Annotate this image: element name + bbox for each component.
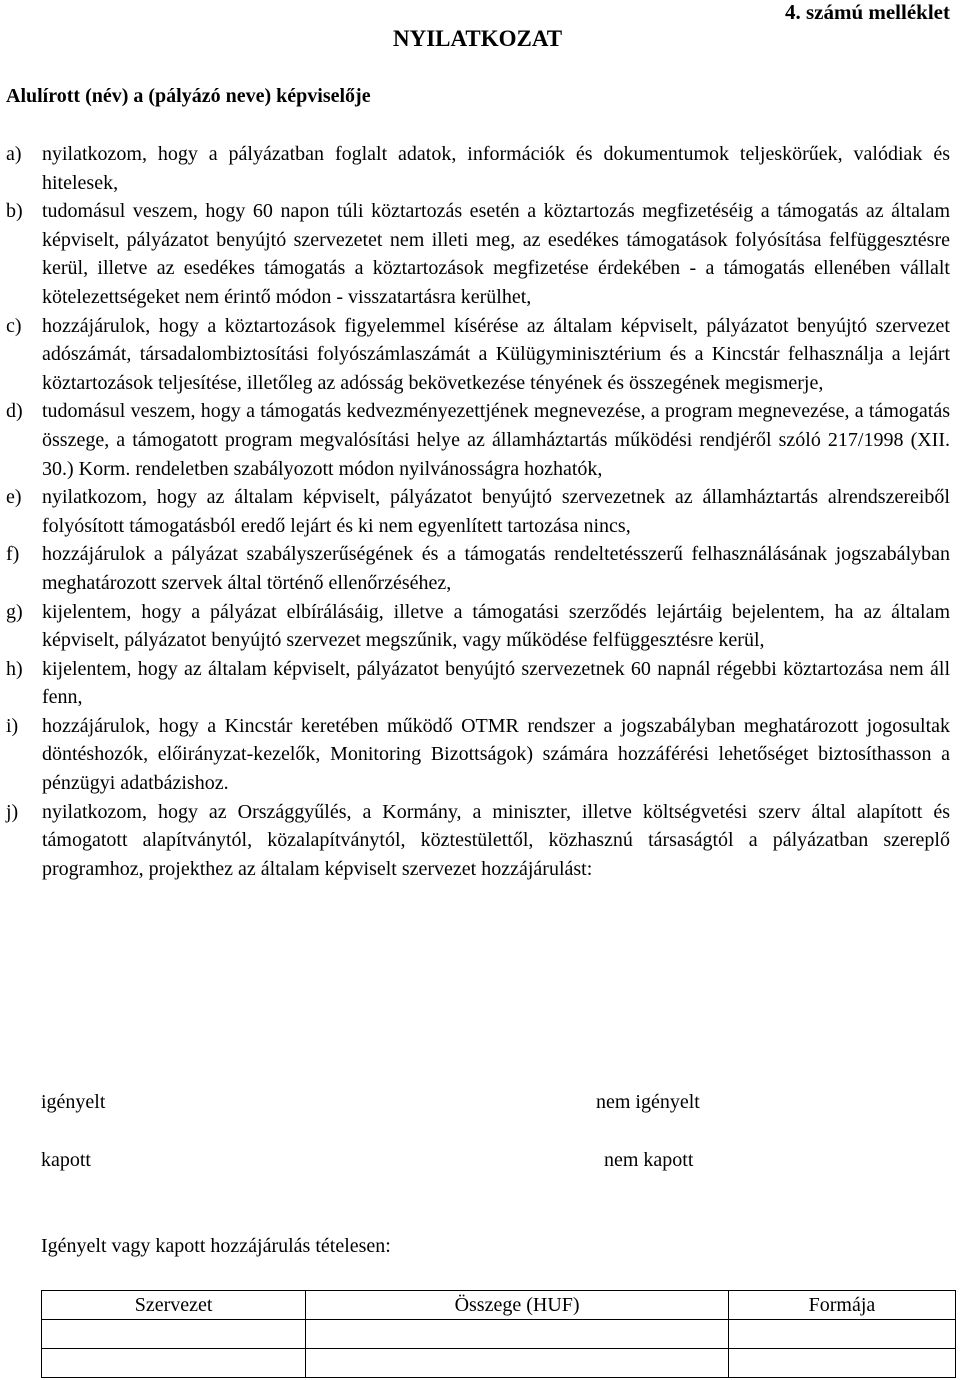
declaration-item-c — [6, 312, 950, 398]
item-text: tudomásul veszem, hogy 60 napon túli köztartozás esetén a köztartozás megfizetéséig a támogatás az általam képviselt, pályázatot benyújtó szervezetet nem illeti meg, az esedékes támogatások folyósítása felfüggesztésre kerül, illetve az esedékes támogatás a köztartozások megfizetése érdekében - a támogatás ellenében vállalt kötelezettségeket nem érintő módon - visszatartásra kerülhet, — [42, 200, 950, 308]
table-cell[interactable] — [42, 1349, 306, 1378]
option-requested[interactable]: igényelt — [41, 1091, 106, 1113]
declaration-list — [6, 140, 950, 883]
declaration-item-j — [6, 798, 950, 884]
option-not-received[interactable]: nem kapott — [604, 1149, 694, 1171]
item-label: j) — [6, 800, 19, 823]
item-text: kijelentem, hogy a pályázat elbírálásáig, illetve a támogatási szerződés lejártáig bejelentem, ha az általam képviselt, pályázatot benyújtó szervezet megszűnik, vagy működése felfüggesztésre kerül, — [42, 600, 950, 652]
declaration-item-i — [6, 712, 950, 798]
item-label: b) — [6, 200, 23, 223]
declaration-item-h — [6, 655, 950, 712]
annex-number: 4. számú melléklet — [784, 0, 950, 24]
declaration-item-d — [6, 397, 950, 483]
table-cell[interactable] — [728, 1320, 955, 1349]
item-label: i) — [6, 714, 19, 737]
item-text: nyilatkozom, hogy az általam képviselt, pályázatot benyújtó szervezetnek az államháztartás alrendszereiből folyósított támogatásból eredő lejárt és ki nem egyenlített tartozása nincs, — [42, 486, 950, 537]
declaration-item-g — [6, 598, 950, 655]
document-title: NYILATKOZAT — [393, 26, 563, 51]
declaration-item-f — [6, 540, 950, 597]
item-label: e) — [6, 486, 22, 509]
item-text: nyilatkozom, hogy a pályázatban foglalt adatok, információk és dokumentumok teljeskörűek, valódiak és hitelesek, — [42, 143, 950, 194]
item-text: tudomásul veszem, hogy a támogatás kedvezményezettjének megnevezése, a program megnevezése, a támogatás összege, a támogatott program megvalósítási helye az államháztartás működési rendjéről szóló 217/1998 (XII. 30.) Korm. rendeletben szabályozott módon nyilvánosságra hozhatók, — [42, 400, 950, 480]
table-cell[interactable] — [728, 1349, 955, 1378]
contribution-detail-label: Igényelt vagy kapott hozzájárulás tételesen: — [41, 1235, 391, 1257]
contribution-table — [41, 1290, 956, 1378]
table-header-row — [42, 1291, 956, 1320]
declaration-item-e — [6, 483, 950, 540]
item-text: nyilatkozom, hogy az Országgyűlés, a Kormány, a miniszter, illetve költségvetési szerv által alapított és támogatott alapítványtól, közalapítványtól, köztestülettől, közhasznú társaságtól a pályázatban szereplő programhoz, projekthez az általam képviselt szervezet hozzájárulást: — [42, 800, 950, 880]
table-cell[interactable] — [42, 1320, 306, 1349]
declaration-item-b — [6, 197, 950, 311]
item-label: a) — [6, 143, 22, 165]
table-row — [42, 1349, 956, 1378]
table-cell[interactable] — [306, 1349, 729, 1378]
table-cell[interactable] — [306, 1320, 729, 1349]
declarant-line: Alulírott (név) a (pályázó neve) képviselője — [6, 85, 371, 107]
item-label: g) — [6, 600, 23, 623]
table-row — [42, 1320, 956, 1349]
item-label: c) — [6, 314, 22, 337]
item-text: hozzájárulok, hogy a Kincstár keretében működő OTMR rendszer a jogszabályban meghatározott jogosultak döntéshozók, előirányzat-kezelők, Monitoring Bizottságok) számára hozzáférési lehetőséget biztosíthasson a pénzügyi adatbázishoz. — [42, 714, 950, 795]
column-header-organization: Szervezet — [42, 1291, 306, 1320]
item-text: kijelentem, hogy az általam képviselt, pályázatot benyújtó szervezetnek 60 napnál régebbi köztartozása nem áll fenn, — [42, 657, 950, 709]
item-label: d) — [6, 400, 23, 423]
option-received[interactable]: kapott — [41, 1149, 91, 1171]
option-not-requested[interactable]: nem igényelt — [596, 1091, 700, 1113]
column-header-amount: Összege (HUF) — [306, 1291, 729, 1320]
declaration-item-a — [6, 140, 950, 197]
item-text: hozzájárulok a pályázat szabályszerűségének és a támogatás rendeltetésszerű felhasználásának jogszabályban meghatározott szervek által történő ellenőrzéséhez, — [42, 543, 950, 594]
item-label: h) — [6, 657, 23, 680]
item-label: f) — [6, 543, 20, 566]
item-text: hozzájárulok, hogy a köztartozások figyelemmel kísérése az általam képviselt, pályázatot benyújtó szervezet adószámát, társadalombiztosítási folyószámlaszámát a Külügyminisztérium és a Kincstár felhasználja a lejárt köztartozások teljesítése, illetőleg az adósság bekövetkezése tényének és összegének megismerje, — [42, 314, 950, 394]
column-header-form: Formája — [728, 1291, 955, 1320]
